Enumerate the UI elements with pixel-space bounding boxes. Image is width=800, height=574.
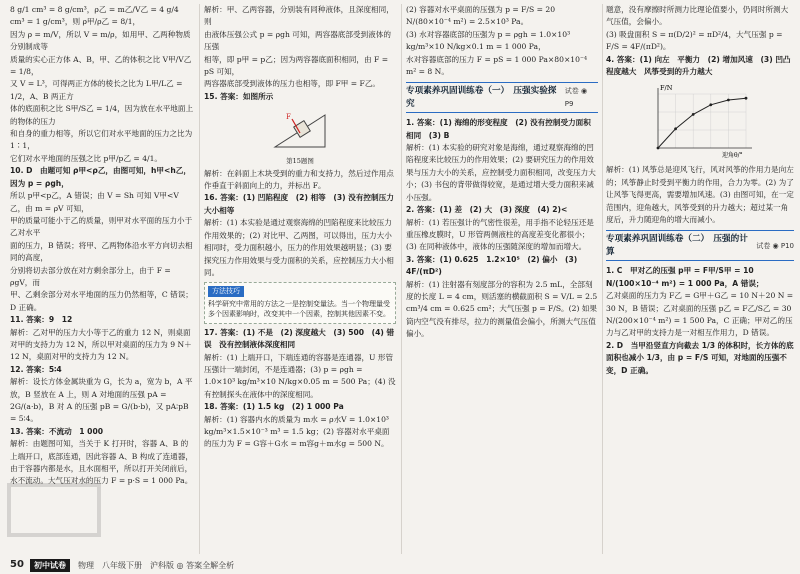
question-3-explanation: 解析：(1) 注射器有刻度部分的容积为 2.5 mL，全部刻度的长度 L = 4 cm，则活塞的横截面积 S = V/L = 2.5 cm³/4 cm = 0.625 cm²；大气压强 p = F/S。(2) 如果筒内空气没有排尽，拉力的测量值会偏小，所测大气压值偏小。 <box>406 279 598 339</box>
question-11-answer: 11. 答案：9 12 <box>10 315 73 325</box>
data-point <box>657 147 660 150</box>
question-2-explanation: 解析：(1) 若压强计的气密性很差，用手指不论轻压还是重压橡皮膜时，U 形管两侧液柱的高度差变化都很小；(3) 在同种液体中，液体的压强随深度的增加而增大。 <box>406 217 594 252</box>
series-line <box>658 99 746 149</box>
text-line: (2) 容器对水平桌面的压强为 p = F/S = 20 N/(80×10⁻⁴ m²) = 2.5×10³ Pa。 <box>406 5 556 27</box>
text-line: 因为 ρ = m/V，所以 V = m/ρ，如用甲、乙两种物质分别制成等 <box>10 29 191 52</box>
section-title: 专项素养巩固训练卷（二） 压强的计算 <box>606 234 748 257</box>
question-10-answer: 10. D 由题可知 ρ甲<ρ乙，由图可知，h甲<h乙，因为 p = ρgh， <box>10 166 191 188</box>
text-line: 质量的实心正方体 A、B，甲、乙的体积之比 V甲/V乙 = 1/8， <box>10 54 192 77</box>
data-point <box>674 128 677 131</box>
column-3 <box>406 4 598 554</box>
question-18-answer: 18. 答案：(1) 1.5 kg (2) 1 000 Pa <box>204 402 344 412</box>
tip-title: 方法技巧 <box>208 286 244 297</box>
question-4-explanation: 解析：(1) 风筝总是迎风飞行，风对风筝的作用力是向左的；风筝静止时受到平衡力的作用，合力为零。(2) 为了让风筝飞得更高，需要增加风速。(3) 由图可知，在一定范围内，迎角越大，风筝受到的升力越大；超过某一角度后，升力随迎角的增大而减小。 <box>606 165 794 225</box>
column-divider <box>199 4 200 554</box>
data-point <box>745 97 748 100</box>
section-ref: 试卷 ◉ P10 <box>756 241 794 250</box>
column-4 <box>606 4 794 554</box>
section-title: 专项素养巩固训练卷（一） 压强实验探究 <box>406 86 557 109</box>
slope-block-figure <box>270 107 330 151</box>
text-line: 甲、乙剩余部分对水平地面的压力仍然相等，C 错误；D 正确。 <box>10 290 193 312</box>
brand-label: 初中试卷 <box>30 559 70 572</box>
question-2-answer: 2. 答案：(1) 差 (2) 大 (3) 深度 (4) 2)< <box>406 205 568 215</box>
x-axis-label: 迎角θ/° <box>722 152 743 160</box>
question-15-answer: 15. 答案：如图所示 <box>204 91 274 101</box>
svg-text:F: F <box>286 113 291 122</box>
column-divider <box>401 4 402 554</box>
question-17-answer: 17. 答案：(1) 不是 (2) 深度越大 (3) 500 (4) 错误 没有控制液体深度相同 <box>204 327 395 350</box>
page-footer <box>0 556 800 574</box>
question-1-answer: 1. C 甲对乙的压强 p甲 = F甲/S甲 = 10 N/(100×10⁻⁴ m²) = 1 000 Pa，A 错误； <box>606 266 764 288</box>
text-line: 解析：甲、乙两容器，分别装有同种液体，且深度相同，则 <box>204 5 394 27</box>
text-line: 面的压力，B 错误；将甲、乙两物体沿水平方向切去相同的高度， <box>10 240 193 263</box>
data-point <box>692 113 695 116</box>
text-line: 所以 p甲<p乙，A 错误；由 V = Sh 可知 V甲<V乙，由 m = ρV 可知， <box>10 191 179 213</box>
data-point <box>709 104 712 107</box>
question-13-explanation: 解析：由题图可知，当关于 K 打开时，容器 A、B 的上端开口，底部连通，因此容器 A、B 构成了连通器，由于容器内都是水，且水面相平，所以打开关闭前后，水不流动。大气压对水的压力 F = p·S = 1 000 Pa。 <box>10 439 193 486</box>
question-3-answer: 3. 答案：(1) 0.625 1.2×10⁵ (2) 偏小 (3) 4F/(πD²) <box>406 254 578 277</box>
text-line: 它们对水平地面的压强之比 p甲/p乙 = 4/1。 <box>10 153 163 163</box>
method-tip-box <box>204 282 396 324</box>
text-line: 甲的质量可能小于乙的质量，则甲对水平面的压力小于乙对水平 <box>10 215 193 238</box>
question-15-explanation: 解析：在斜面上木块受到的重力和支持力，然后过作用点作垂直于斜面向上的力，并标出 F。 <box>204 168 394 191</box>
tip-text: 科学研究中常用的方法之一是控制变量法。当一个物理量受多个因素影响时，改变其中一个因素，控制其他因素不变。 <box>208 299 390 319</box>
question-4-answer: 4. 答案：(1) 向左 平衡力 (2) 增加风速 (3) 凹凸程度越大 风筝受到的升力越大 <box>606 54 791 77</box>
question-1-answer: 1. 答案：(1) 海绵的形变程度 (2) 没有控制受力面积相同 (3) B <box>406 118 591 140</box>
section-header <box>606 230 794 261</box>
text-line: (3) 吸盘面积 S = π(D/2)² = πD²/4，大气压强 p = F/S = 4F/(πD²)。 <box>606 29 783 52</box>
text-line: 题意，没有摩擦时所测力比理论值要小，仍同时所测大气压值，会偏小。 <box>606 5 789 27</box>
text-line: 两容器底部受到液体的压力也相等，即 F甲 = F乙。 <box>204 79 381 89</box>
column-2 <box>204 4 396 554</box>
text-line: 由液体压强公式 p = ρgh 可知，两容器底部受到液体的压强 <box>204 29 391 52</box>
text-line: 8 g/1 cm³ = 8 g/cm³，ρ乙 = m乙/V乙 = 4 g/4 cm³ = 1 g/cm³，则 ρ甲/ρ乙 = 8/1， <box>10 5 179 27</box>
text-line: 体的底面积之比 S甲/S乙 = 1/4，因为放在水平地面上的物体的压力 <box>10 104 194 126</box>
chart-marks <box>657 97 748 150</box>
question-18-explanation: 解析：(1) 容器内水的质量为 m水 = ρ水V = 1.0×10³ kg/m³×1.5×10⁻³ m³ = 1.5 kg；(2) 容器对水平桌面的压力为 F = G容＋G水 = m容g＋m水g = 500 N。 <box>204 414 390 449</box>
text-line: 又 V = L³，可得两正方体的棱长之比为 L甲/L乙 = 1/2，A、B 两正方 <box>10 79 183 101</box>
question-17-explanation: 解析：(1) 上端开口，下端连通的容器是连通器，U 形管压强计一端封闭，不是连通器；(3) p = ρgh = 1.0×10³ kg/m³×10 N/kg×0.05 m = 500 Pa；(4) 没有控制探头在液体中的深度相同。 <box>204 352 396 399</box>
question-12-explanation: 解析：设长方体金属块重为 G，长为 a，宽为 b，A 平放，B 竖放在 A 上，则 A 对地面的压强 pA = 2G/(a·b)，B 对 A 的压强 pB = G/(b·b)，又 pA∶pB = 5∶4。 <box>10 377 193 424</box>
book-meta: 物理 八年级下册 沪科版 ◎ 答案全解全析 <box>78 561 235 570</box>
question-12-answer: 12. 答案：5∶4 <box>10 364 62 374</box>
question-13-answer: 13. 答案：不流动 1 000 <box>10 426 104 436</box>
text-line: (3) 水对容器底部的压强为 p = ρgh = 1.0×10³ kg/m³×10 N/kg×0.1 m = 1 000 Pa， <box>406 29 571 52</box>
watermark-stamp <box>4 480 104 540</box>
text-line: 和自身的重力相等，所以它们对水平地面的压力之比为1∶1， <box>10 129 193 151</box>
question-11-explanation: 解析：乙对甲的压力大小等于乙的重力 12 N，则桌面对甲的支持力为 12 N，所以甲对桌面的压力为 9 N＋12 N，桌面对甲的支持力为 12 N。 <box>10 327 192 362</box>
question-16-answer: 16. 答案：(1) 凹陷程度 (2) 相等 (3) 没有控制压力大小相等 <box>204 193 394 215</box>
text-line: 分别将切去部分放在对方剩余部分上，由于 F = ρgV，而 <box>10 265 171 287</box>
column-1 <box>10 4 194 554</box>
column-divider <box>602 4 603 554</box>
chart-grid <box>658 94 746 148</box>
lift-angle-chart <box>640 82 760 160</box>
page-number: 50 <box>10 559 24 570</box>
y-axis-label: F/N <box>660 84 673 93</box>
data-point <box>727 99 730 102</box>
question-2-answer: 2. D 当甲沿竖直方向截去 1/3 的体积时，长方体的底面积也减小 1/3，由 p = F/S 可知，对地面的压强不变，D 正确。 <box>606 340 794 375</box>
section-header <box>406 82 598 113</box>
text-line: 相等，即 p甲 = p乙；因为两容器底面积相同，由 F = pS 可知， <box>204 54 389 77</box>
text-line: 水对容器底部的压力 F = pS = 1 000 Pa×80×10⁻⁴ m² = 8 N。 <box>406 54 588 77</box>
question-1-explanation: 乙对桌面的压力为 F乙 = G甲＋G乙 = 10 N＋20 N = 30 N，B 错误；乙对桌面的压强 p乙 = F乙/S乙 = 30 N/(200×10⁻⁴ m²) = 1 500 Pa，C 正确；甲对乙的压力与乙对甲的支持力是一对相互作用力，D 错误。 <box>606 291 794 338</box>
question-16-explanation: 解析：(1) 本实验是通过观察海绵的凹陷程度来比较压力作用效果的；(2) 对比甲、乙两图，可以得出，压力大小相同时，受力面积越小，压力的作用效果越明显；(3) 要探究压力作用效果与受力面积的关系，应控制压力大小相同。 <box>204 218 394 277</box>
section-ref: 试卷 ◉ P9 <box>564 87 588 108</box>
question-1-explanation: 解析：(1) 本实验的研究对象是海绵，通过观察海绵的凹陷程度来比较压力的作用效果；(2) 要研究压力的作用效果与压力大小的关系，应控制受力面积相同，改变压力大小；(3) 书包的背带做得较宽，是通过增大受力面积来减小压强。 <box>406 143 596 202</box>
figure-caption: 第15题图 <box>286 157 314 166</box>
